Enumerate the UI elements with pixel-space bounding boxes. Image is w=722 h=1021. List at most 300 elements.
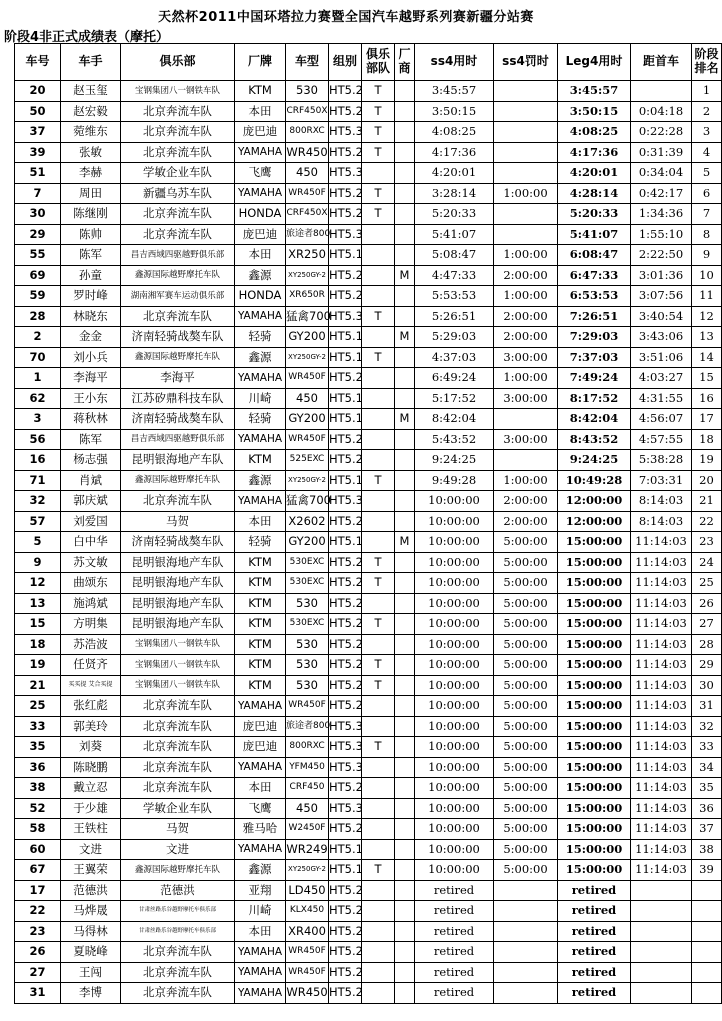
- col-manufacturer-header: 厂商: [395, 44, 415, 81]
- table-row: [15, 696, 722, 717]
- table-row: [15, 511, 722, 532]
- cell-club: 昆明银海地产车队: [121, 450, 235, 471]
- cell-manufacturer-mark: [395, 696, 415, 717]
- cell-gap-to-leader: 11:14:03: [631, 634, 692, 655]
- cell-club-team-mark: [362, 511, 395, 532]
- table-row: [15, 778, 722, 799]
- cell-make: 本田: [235, 511, 286, 532]
- cell-manufacturer-mark: [395, 778, 415, 799]
- table-row: [15, 573, 722, 594]
- cell-gap-to-leader: [631, 962, 692, 983]
- table-row: [15, 962, 722, 983]
- cell-gap-to-leader: 4:03:27: [631, 368, 692, 389]
- cell-manufacturer-mark: [395, 819, 415, 840]
- cell-class: HT5.1: [329, 245, 362, 266]
- cell-ss4-penalty: 1:00:00: [494, 245, 558, 266]
- cell-stage-rank: [692, 942, 722, 963]
- cell-gap-to-leader: 11:14:03: [631, 737, 692, 758]
- cell-stage-rank: 39: [692, 860, 722, 881]
- cell-ss4-penalty: 1:00:00: [494, 183, 558, 204]
- cell-ss4-penalty: 5:00:00: [494, 798, 558, 819]
- cell-stage-rank: 5: [692, 163, 722, 184]
- cell-gap-to-leader: 11:14:03: [631, 860, 692, 881]
- cell-club-team-mark: [362, 450, 395, 471]
- cell-leg4-time: 15:00:00: [558, 819, 631, 840]
- cell-car-number: 59: [15, 286, 61, 307]
- cell-club: 文进: [121, 839, 235, 860]
- cell-manufacturer-mark: [395, 716, 415, 737]
- cell-club: 宝钢集团八一钢铁车队: [121, 675, 235, 696]
- cell-club-team-mark: [362, 286, 395, 307]
- cell-leg4-time: 7:29:03: [558, 327, 631, 348]
- cell-manufacturer-mark: [395, 122, 415, 143]
- cell-club-team-mark: [362, 880, 395, 901]
- cell-club: 北京奔流车队: [121, 204, 235, 225]
- cell-class: HT5.3: [329, 716, 362, 737]
- cell-make: KTM: [235, 655, 286, 676]
- cell-model: W2450F: [286, 819, 329, 840]
- cell-class: HT5.2: [329, 286, 362, 307]
- cell-model: XY250GY-2: [286, 860, 329, 881]
- cell-car-number: 51: [15, 163, 61, 184]
- cell-stage-rank: 21: [692, 491, 722, 512]
- table-row: [15, 737, 722, 758]
- cell-ss4-penalty: [494, 163, 558, 184]
- col-rider-header: 车手: [61, 44, 121, 81]
- cell-gap-to-leader: 3:07:56: [631, 286, 692, 307]
- cell-ss4-penalty: 2:00:00: [494, 511, 558, 532]
- cell-manufacturer-mark: [395, 347, 415, 368]
- cell-rider: 罗时峰: [61, 286, 121, 307]
- cell-car-number: 13: [15, 593, 61, 614]
- cell-stage-rank: 16: [692, 388, 722, 409]
- cell-club-team-mark: [362, 491, 395, 512]
- cell-class: HT5.2: [329, 368, 362, 389]
- cell-leg4-time: 15:00:00: [558, 737, 631, 758]
- cell-ss4-penalty: 1:00:00: [494, 368, 558, 389]
- cell-class: HT5.2: [329, 142, 362, 163]
- cell-gap-to-leader: 11:14:03: [631, 696, 692, 717]
- cell-leg4-time: 12:00:00: [558, 511, 631, 532]
- cell-manufacturer-mark: [395, 798, 415, 819]
- cell-make: YAMAHA: [235, 368, 286, 389]
- cell-leg4-time: 15:00:00: [558, 655, 631, 676]
- cell-car-number: 32: [15, 491, 61, 512]
- cell-club-team-mark: T: [362, 306, 395, 327]
- cell-rider: 苏文敏: [61, 552, 121, 573]
- cell-car-number: 69: [15, 265, 61, 286]
- cell-ss4-penalty: 5:00:00: [494, 737, 558, 758]
- cell-gap-to-leader: 0:04:18: [631, 101, 692, 122]
- cell-club: 济南轻骑战獒车队: [121, 327, 235, 348]
- cell-club: 甘肃丝路乐谷越野摩托车俱乐部: [121, 921, 235, 942]
- cell-stage-rank: 3: [692, 122, 722, 143]
- cell-stage-rank: 20: [692, 470, 722, 491]
- cell-manufacturer-mark: [395, 101, 415, 122]
- cell-ss4-time: retired: [415, 880, 494, 901]
- cell-ss4-time: 10:00:00: [415, 778, 494, 799]
- cell-gap-to-leader: 8:14:03: [631, 491, 692, 512]
- cell-club-team-mark: [362, 593, 395, 614]
- cell-manufacturer-mark: [395, 962, 415, 983]
- cell-ss4-penalty: 5:00:00: [494, 675, 558, 696]
- cell-car-number: 2: [15, 327, 61, 348]
- cell-club: 湖南湘军赛车运动俱乐部: [121, 286, 235, 307]
- col-make-header: 厂牌: [235, 44, 286, 81]
- cell-rider: 李赫: [61, 163, 121, 184]
- cell-club: 北京奔流车队: [121, 491, 235, 512]
- cell-stage-rank: 4: [692, 142, 722, 163]
- cell-ss4-penalty: 5:00:00: [494, 716, 558, 737]
- table-row: [15, 942, 722, 963]
- cell-rider: 陈帅: [61, 224, 121, 245]
- table-row: [15, 327, 722, 348]
- cell-model: 530EXC: [286, 552, 329, 573]
- cell-make: 本田: [235, 245, 286, 266]
- cell-gap-to-leader: 3:43:06: [631, 327, 692, 348]
- table-row: [15, 798, 722, 819]
- cell-car-number: 5: [15, 532, 61, 553]
- cell-make: 庞巴迪: [235, 716, 286, 737]
- cell-stage-rank: 33: [692, 737, 722, 758]
- cell-manufacturer-mark: [395, 388, 415, 409]
- table-row: [15, 819, 722, 840]
- cell-car-number: 28: [15, 306, 61, 327]
- cell-gap-to-leader: 0:42:17: [631, 183, 692, 204]
- cell-make: 川崎: [235, 901, 286, 922]
- cell-manufacturer-mark: [395, 634, 415, 655]
- cell-stage-rank: [692, 880, 722, 901]
- cell-model: WR450F: [286, 962, 329, 983]
- cell-stage-rank: 12: [692, 306, 722, 327]
- cell-ss4-time: 5:41:07: [415, 224, 494, 245]
- cell-make: KTM: [235, 634, 286, 655]
- table-row: [15, 491, 722, 512]
- cell-stage-rank: 15: [692, 368, 722, 389]
- cell-rider: 赵宏毅: [61, 101, 121, 122]
- cell-club-team-mark: T: [362, 347, 395, 368]
- cell-class: HT5.3: [329, 737, 362, 758]
- cell-gap-to-leader: 11:14:03: [631, 593, 692, 614]
- cell-club: 北京奔流车队: [121, 778, 235, 799]
- cell-make: 本田: [235, 778, 286, 799]
- cell-ss4-penalty: 2:00:00: [494, 306, 558, 327]
- cell-rider: 刘小兵: [61, 347, 121, 368]
- cell-club-team-mark: [362, 409, 395, 430]
- cell-club: 济南轻骑战獒车队: [121, 532, 235, 553]
- cell-rider: 白中华: [61, 532, 121, 553]
- cell-rider: 王小东: [61, 388, 121, 409]
- cell-rider: 戴立忍: [61, 778, 121, 799]
- cell-stage-rank: 11: [692, 286, 722, 307]
- cell-make: 鑫源: [235, 347, 286, 368]
- cell-class: HT5.2: [329, 614, 362, 635]
- cell-class: HT5.2: [329, 552, 362, 573]
- cell-manufacturer-mark: [395, 655, 415, 676]
- cell-leg4-time: 15:00:00: [558, 573, 631, 594]
- cell-model: WR450F: [286, 429, 329, 450]
- cell-car-number: 23: [15, 921, 61, 942]
- cell-stage-rank: [692, 983, 722, 1004]
- cell-manufacturer-mark: [395, 839, 415, 860]
- cell-ss4-penalty: 5:00:00: [494, 552, 558, 573]
- cell-car-number: 35: [15, 737, 61, 758]
- cell-rider: 王铁柱: [61, 819, 121, 840]
- cell-make: KTM: [235, 593, 286, 614]
- cell-model: WR249: [286, 839, 329, 860]
- cell-model: WR450F: [286, 942, 329, 963]
- cell-model: XY250GY-2: [286, 470, 329, 491]
- cell-car-number: 1: [15, 368, 61, 389]
- cell-car-number: 29: [15, 224, 61, 245]
- cell-club: 昆明银海地产车队: [121, 573, 235, 594]
- table-row: [15, 675, 722, 696]
- cell-stage-rank: 27: [692, 614, 722, 635]
- cell-make: YAMAHA: [235, 962, 286, 983]
- cell-class: HT5.2: [329, 696, 362, 717]
- cell-class: HT5.2: [329, 880, 362, 901]
- cell-gap-to-leader: 1:34:36: [631, 204, 692, 225]
- cell-club-team-mark: T: [362, 122, 395, 143]
- cell-ss4-time: 4:20:01: [415, 163, 494, 184]
- cell-gap-to-leader: 11:14:03: [631, 675, 692, 696]
- cell-gap-to-leader: 11:14:03: [631, 655, 692, 676]
- col-model-header: 车型: [286, 44, 329, 81]
- cell-manufacturer-mark: [395, 757, 415, 778]
- cell-stage-rank: 34: [692, 757, 722, 778]
- table-row: [15, 368, 722, 389]
- cell-ss4-time: retired: [415, 921, 494, 942]
- cell-leg4-time: retired: [558, 901, 631, 922]
- cell-club: 昆明银海地产车队: [121, 593, 235, 614]
- cell-ss4-time: 10:00:00: [415, 552, 494, 573]
- cell-leg4-time: 4:28:14: [558, 183, 631, 204]
- cell-club-team-mark: [362, 819, 395, 840]
- table-row: [15, 839, 722, 860]
- cell-club: 北京奔流车队: [121, 962, 235, 983]
- cell-car-number: 57: [15, 511, 61, 532]
- cell-leg4-time: 10:49:28: [558, 470, 631, 491]
- cell-class: HT5.2: [329, 962, 362, 983]
- table-row: [15, 245, 722, 266]
- cell-ss4-time: 10:00:00: [415, 634, 494, 655]
- cell-club: 宝钢集团八一钢铁车队: [121, 81, 235, 102]
- table-row: [15, 532, 722, 553]
- cell-leg4-time: 6:08:47: [558, 245, 631, 266]
- cell-ss4-time: 5:53:53: [415, 286, 494, 307]
- cell-class: HT5.3: [329, 122, 362, 143]
- cell-class: HT5.2: [329, 429, 362, 450]
- cell-rider: 杨志强: [61, 450, 121, 471]
- cell-model: XR400: [286, 921, 329, 942]
- cell-make: 庞巴迪: [235, 224, 286, 245]
- cell-ss4-penalty: 2:00:00: [494, 327, 558, 348]
- cell-car-number: 36: [15, 757, 61, 778]
- cell-manufacturer-mark: [395, 142, 415, 163]
- table-row: [15, 757, 722, 778]
- cell-leg4-time: 8:43:52: [558, 429, 631, 450]
- cell-manufacturer-mark: [395, 450, 415, 471]
- table-row: [15, 614, 722, 635]
- cell-rider: 张红彪: [61, 696, 121, 717]
- cell-class: HT5.1: [329, 409, 362, 430]
- cell-leg4-time: 15:00:00: [558, 593, 631, 614]
- cell-make: YAMAHA: [235, 839, 286, 860]
- cell-manufacturer-mark: [395, 511, 415, 532]
- cell-ss4-time: 9:24:25: [415, 450, 494, 471]
- cell-club: 北京奔流车队: [121, 983, 235, 1004]
- cell-make: 轻骑: [235, 532, 286, 553]
- table-row: [15, 204, 722, 225]
- cell-car-number: 12: [15, 573, 61, 594]
- cell-make: YAMAHA: [235, 429, 286, 450]
- cell-ss4-penalty: 5:00:00: [494, 778, 558, 799]
- cell-model: 猛禽700: [286, 306, 329, 327]
- cell-car-number: 62: [15, 388, 61, 409]
- cell-ss4-time: 10:00:00: [415, 491, 494, 512]
- cell-leg4-time: 9:24:25: [558, 450, 631, 471]
- cell-model: 450: [286, 163, 329, 184]
- cell-class: HT5.2: [329, 778, 362, 799]
- cell-rider: 林晓东: [61, 306, 121, 327]
- cell-ss4-penalty: 5:00:00: [494, 634, 558, 655]
- cell-ss4-time: 4:37:03: [415, 347, 494, 368]
- cell-gap-to-leader: 11:14:03: [631, 614, 692, 635]
- cell-manufacturer-mark: [395, 737, 415, 758]
- cell-ss4-penalty: [494, 122, 558, 143]
- cell-leg4-time: 3:50:15: [558, 101, 631, 122]
- cell-make: 鑫源: [235, 860, 286, 881]
- cell-make: KTM: [235, 614, 286, 635]
- cell-club: 马贺: [121, 819, 235, 840]
- cell-manufacturer-mark: [395, 470, 415, 491]
- cell-class: HT5.2: [329, 655, 362, 676]
- cell-make: 亚翔: [235, 880, 286, 901]
- cell-make: 轻骑: [235, 327, 286, 348]
- cell-club: 北京奔流车队: [121, 716, 235, 737]
- cell-stage-rank: 36: [692, 798, 722, 819]
- cell-manufacturer-mark: [395, 429, 415, 450]
- cell-model: GY200: [286, 327, 329, 348]
- cell-make: 飞鹰: [235, 163, 286, 184]
- cell-club-team-mark: T: [362, 101, 395, 122]
- cell-club: 鑫源国际越野摩托车队: [121, 347, 235, 368]
- cell-car-number: 16: [15, 450, 61, 471]
- cell-class: HT5.2: [329, 101, 362, 122]
- cell-class: HT5.2: [329, 675, 362, 696]
- cell-rider: 范德洪: [61, 880, 121, 901]
- cell-class: HT5.3: [329, 306, 362, 327]
- cell-model: YFM450: [286, 757, 329, 778]
- cell-club: 昌吉西域四驱越野俱乐部: [121, 429, 235, 450]
- cell-model: 530: [286, 675, 329, 696]
- cell-club: 昆明银海地产车队: [121, 552, 235, 573]
- cell-club-team-mark: T: [362, 573, 395, 594]
- cell-rider: 曲颂东: [61, 573, 121, 594]
- cell-rider: 刘葵: [61, 737, 121, 758]
- cell-leg4-time: 8:17:52: [558, 388, 631, 409]
- cell-make: KTM: [235, 81, 286, 102]
- cell-club-team-mark: [362, 942, 395, 963]
- table-row: [15, 634, 722, 655]
- cell-make: YAMAHA: [235, 942, 286, 963]
- cell-stage-rank: 25: [692, 573, 722, 594]
- table-row: [15, 347, 722, 368]
- cell-club-team-mark: [362, 983, 395, 1004]
- cell-stage-rank: 6: [692, 183, 722, 204]
- col-ss4-time-header: ss4用时: [415, 44, 494, 81]
- table-row: [15, 921, 722, 942]
- cell-gap-to-leader: 3:40:54: [631, 306, 692, 327]
- cell-gap-to-leader: [631, 942, 692, 963]
- cell-rider: 苏浩波: [61, 634, 121, 655]
- cell-leg4-time: 4:17:36: [558, 142, 631, 163]
- cell-car-number: 19: [15, 655, 61, 676]
- cell-ss4-penalty: 5:00:00: [494, 532, 558, 553]
- cell-club-team-mark: [362, 163, 395, 184]
- cell-club: 学敏企业车队: [121, 163, 235, 184]
- cell-gap-to-leader: 11:14:03: [631, 532, 692, 553]
- cell-club: 鑫源国际越野摩托车队: [121, 860, 235, 881]
- cell-ss4-penalty: 5:00:00: [494, 696, 558, 717]
- cell-ss4-penalty: 5:00:00: [494, 819, 558, 840]
- cell-car-number: 27: [15, 962, 61, 983]
- cell-rider: 郭美玲: [61, 716, 121, 737]
- table-row: [15, 142, 722, 163]
- cell-leg4-time: 7:49:24: [558, 368, 631, 389]
- cell-manufacturer-mark: [395, 880, 415, 901]
- cell-leg4-time: 15:00:00: [558, 634, 631, 655]
- cell-ss4-penalty: 5:00:00: [494, 860, 558, 881]
- results-table: [14, 43, 722, 1004]
- cell-model: XY250GY-2: [286, 265, 329, 286]
- cell-make: 雅马哈: [235, 819, 286, 840]
- cell-manufacturer-mark: M: [395, 409, 415, 430]
- cell-car-number: 67: [15, 860, 61, 881]
- cell-manufacturer-mark: [395, 163, 415, 184]
- cell-rider: 陈军: [61, 429, 121, 450]
- table-row: [15, 880, 722, 901]
- cell-ss4-time: 4:08:25: [415, 122, 494, 143]
- cell-ss4-time: 5:26:51: [415, 306, 494, 327]
- cell-stage-rank: 13: [692, 327, 722, 348]
- cell-rider: 陈继刚: [61, 204, 121, 225]
- cell-club-team-mark: [362, 532, 395, 553]
- cell-club-team-mark: [362, 245, 395, 266]
- cell-stage-rank: 18: [692, 429, 722, 450]
- cell-rider: 张敏: [61, 142, 121, 163]
- cell-rider: 文进: [61, 839, 121, 860]
- cell-club-team-mark: [362, 265, 395, 286]
- cell-car-number: 20: [15, 81, 61, 102]
- cell-rider: 周田: [61, 183, 121, 204]
- cell-leg4-time: 12:00:00: [558, 491, 631, 512]
- cell-club-team-mark: [362, 224, 395, 245]
- cell-car-number: 21: [15, 675, 61, 696]
- cell-class: HT5.2: [329, 593, 362, 614]
- cell-class: HT5.2: [329, 901, 362, 922]
- cell-class: HT5.2: [329, 921, 362, 942]
- cell-car-number: 15: [15, 614, 61, 635]
- cell-manufacturer-mark: [395, 983, 415, 1004]
- cell-leg4-time: 15:00:00: [558, 532, 631, 553]
- cell-club: 宝钢集团八一钢铁车队: [121, 655, 235, 676]
- cell-leg4-time: retired: [558, 921, 631, 942]
- cell-leg4-time: retired: [558, 962, 631, 983]
- cell-model: WR450: [286, 142, 329, 163]
- cell-stage-rank: 32: [692, 716, 722, 737]
- cell-leg4-time: 7:37:03: [558, 347, 631, 368]
